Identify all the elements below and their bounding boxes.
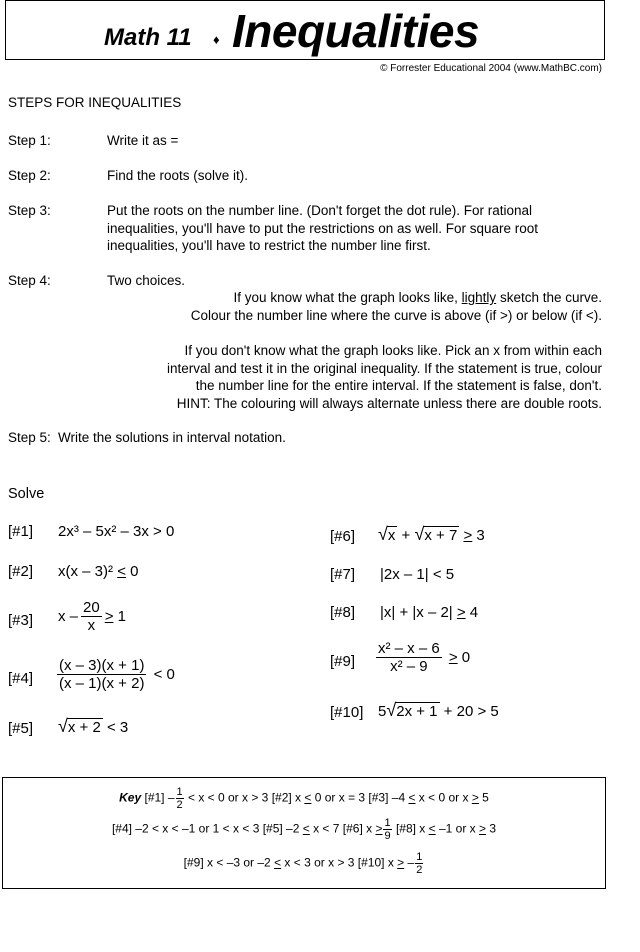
fraction: $\frac{20}{x}$ [83,599,100,634]
problem-expression: 2x³ – 5x² – 3x > 0 [58,523,175,540]
step-text-line: inequalities, you'll have to restrict the number line first. [107,238,431,253]
step-text: Find the roots (solve it). [107,168,249,183]
step-text: Write it as = [107,133,179,148]
copyright-notice: © Forrester Educational 2004 (www.MathBC.com) [380,63,602,74]
fraction: $\frac{(x - 3)(x + 1)}{(x - 1)(x + 2)}$ [59,657,145,692]
choice-two-line: the number line for the entire interval. If the statement is false, don't. [195,378,602,393]
problem-expression: √x + √x + 7 > 3 [378,524,485,544]
problem-expression: $\frac{\text{x² – x – 6}}{\text{x² – 9}}$ > 0 [378,640,471,675]
key-line: Key [#1] – $\frac{1}{2}$ < x < 0 or x > 3 [#2] x < 0 or x = 3 [#3] –4 < x < 0 or x > 5 [119,786,489,811]
step-text: Write the solutions in interval notation. [58,430,286,445]
choice-two-line: If you don't know what the graph looks like. Pick an x from within each [184,343,602,358]
problem-label: [#10] [330,704,364,721]
key-line: [#9] x < –3 or –2 < x < 3 or x > 3 [#10] x > – $\frac{1}{2}$ [183,851,423,876]
step-label: Step 3: [8,203,51,218]
problem-label: [#6] [330,528,356,545]
course-label: Math 11 [104,24,192,51]
solve-heading: Solve [8,486,45,502]
page-title: Inequalities [232,5,480,57]
choice-one-line: If you know what the graph looks like, lightly sketch the curve. [233,290,602,305]
problem-expression: x(x – 3)² < 0 [58,563,139,580]
choice-one-line: Colour the number line where the curve is above (if >) or below (if <). [190,307,602,323]
step-label: Step 1: [8,133,51,148]
key-label: Key [119,790,142,805]
problem-expression: |x| + |x – 2| > 4 [380,604,479,621]
choice-two [167,342,602,412]
radical-icon: √ [386,700,397,720]
key-line: [#4] –2 < x < –1 or 1 < x < 3 [#5] –2 < x < 7 [#6] x > $\frac{1}{9}$ [#8] x < –1 or x > 3 [111,817,497,842]
problem-label: [#4] [8,670,34,687]
problem-expression: $\frac{(x - 3)(x + 1)}{(x - 1)(x + 2)}$ < 0 [59,657,175,692]
problem-expression: 5√2x + 1 + 20 > 5 [378,700,499,720]
problem-label: [#3] [8,612,34,629]
choice-one [191,289,602,324]
radical-icon: √ [378,524,388,544]
step-text-line: Put the roots on the number line. (Don't forget the dot rule). For rational [107,203,533,218]
problem-expression: √x + 2 < 3 [58,716,129,736]
emphasis-word: lightly [461,290,497,305]
problem-label: [#2] [8,563,34,580]
choice-two-line: HINT: The colouring will always alternate unless there are double roots. [176,395,602,411]
problem-label: [#9] [330,653,356,670]
step-text-block [107,202,538,255]
problem-label: [#8] [330,604,356,621]
problem-expression: x – $\frac{20}{x}$ > 1 [58,599,126,634]
problem-expression: |2x – 1| < 5 [380,566,455,583]
problem-label: [#1] [8,523,34,540]
step-text-line: inequalities, you'll have to put the restrictions on as well. For square root [107,220,539,236]
choice-two-line: interval and test it in the original inequality. If the statement is true, colour [167,360,602,376]
fraction: $\frac{1}{2}$ [416,851,423,876]
step-label: Step 5: [8,430,51,445]
fraction: $\frac{1}{2}$ [176,786,183,811]
radical-icon: √ [58,716,68,736]
diamond-icon: ♦ [213,32,220,47]
problem-label: [#7] [330,566,356,583]
step-label: Step 4: [8,273,51,288]
step-label: Step 2: [8,168,51,183]
step-text: Two choices. [107,273,186,288]
radical-icon: √ [414,524,425,544]
steps-heading: STEPS FOR INEQUALITIES [8,95,182,110]
fraction: $\frac{\text{x² – x – 6}}{\text{x² – 9}}$ [378,640,440,675]
fraction: $\frac{1}{9}$ [384,817,391,842]
problem-label: [#5] [8,720,34,737]
